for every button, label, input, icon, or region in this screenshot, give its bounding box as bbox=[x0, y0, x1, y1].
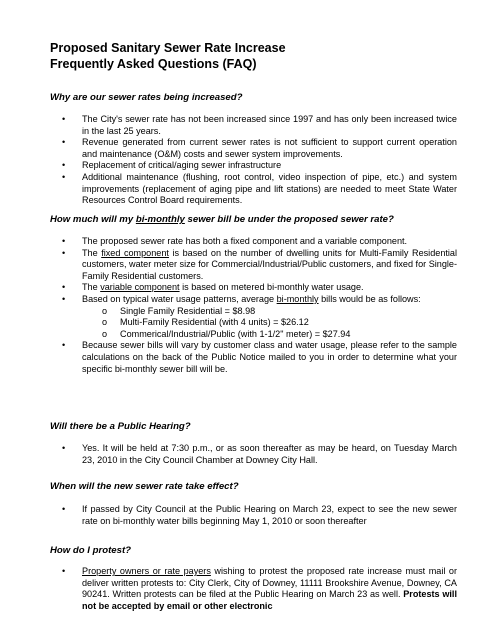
circle-bullet-icon: o bbox=[102, 328, 108, 339]
list-item: • The fixed component is based on the number of dwelling units for Multi-Family Residential customers, water meter size for Commercial/Industrial/Public customers, and fixed for Single-Family Residential customers. bbox=[62, 247, 458, 281]
title-line-1: Proposed Sanitary Sewer Rate Increase bbox=[50, 41, 286, 55]
list-item: • The City's sewer rate has not been increased since 1997 and has only been increased twice in the last 25 years. bbox=[62, 114, 457, 136]
list-item: • The proposed sewer rate has both a fixed component and a variable component. bbox=[62, 236, 408, 246]
list-item: • Yes. It will be held at 7:30 p.m., or as soon thereafter as may be heard, on Tuesday March 23, 2010 in the City Council Chamber at Downey City Hall. bbox=[62, 443, 457, 465]
bullet-icon: • bbox=[62, 236, 66, 246]
bullet-icon: • bbox=[62, 160, 66, 171]
answer-list bbox=[62, 566, 457, 612]
question-heading: Why are our sewer rates being increased? bbox=[50, 92, 243, 103]
list-item: • Because sewer bills will vary by customer class and water usage, please refer to the sample calculations on the back of the Public Notice mailed to you in order to determine what your specific bi-monthly sewer bill will be. bbox=[62, 340, 457, 374]
bullet-icon: • bbox=[62, 443, 66, 453]
list-item: • The variable component is based on metered bi-monthly water usage. bbox=[62, 282, 364, 293]
list-item: • Revenue generated from current sewer rates is not sufficient to support current operation and maintenance (O&M) costs and sewer system improvements. bbox=[62, 137, 457, 159]
bullet-icon: • bbox=[62, 114, 66, 124]
bullet-icon: • bbox=[62, 282, 66, 293]
bullet-icon: • bbox=[62, 566, 66, 576]
question-heading: How do I protest? bbox=[50, 545, 132, 556]
bullet-icon: • bbox=[62, 137, 66, 148]
list-item: o Commerical/Industrial/Public (with 1-1/2" meter) = $27.94 bbox=[102, 328, 351, 339]
bullet-icon: • bbox=[62, 293, 66, 304]
list-item: o Multi-Family Residential (with 4 units) = $26.12 bbox=[102, 317, 309, 328]
bullet-icon: • bbox=[62, 247, 66, 258]
title-line-2: Frequently Asked Questions (FAQ) bbox=[50, 57, 257, 71]
bullet-icon: • bbox=[62, 171, 66, 182]
question-heading: How much will my bi-monthly sewer bill be under the proposed sewer rate? bbox=[50, 214, 394, 225]
answer-list bbox=[62, 443, 457, 466]
question-heading: Will there be a Public Hearing? bbox=[50, 421, 191, 432]
document-title bbox=[50, 40, 286, 72]
answer-list bbox=[62, 504, 457, 527]
list-item: • If passed by City Council at the Public Hearing on March 23, expect to see the new sewer rate on bi-monthly water bills beginning May 1, 2010 or soon thereafter bbox=[62, 504, 457, 526]
list-item: • Replacement of critical/aging sewer infrastructure bbox=[62, 160, 282, 171]
circle-bullet-icon: o bbox=[102, 305, 108, 316]
bullet-icon: • bbox=[62, 504, 66, 514]
bullet-icon: • bbox=[62, 340, 66, 351]
list-item: • Property owners or rate payers wishing to protest the proposed rate increase must mail or deliver written protests to: City Clerk, City of Downey, 11111 Brookshire Avenue, Downey, CA 90241. Written protests can be filed at the Public Hearing on March 23 as well. Protests will not be accepted by email or other electronic bbox=[62, 566, 457, 611]
list-item: o Single Family Residential = $8.98 bbox=[102, 305, 256, 316]
question-heading: When will the new sewer rate take effect? bbox=[50, 481, 239, 492]
circle-bullet-icon: o bbox=[102, 317, 108, 328]
answer-list bbox=[62, 236, 457, 375]
list-item: • Based on typical water usage patterns, average bi-monthly bills would be as follows: o Single Family Residential = $8.98 o Multi-Family Residential (with 4 units) = $26.12 o Commerical/Industrial/Public (with 1-1/2" meter) = $27.94 bbox=[62, 294, 457, 340]
answer-list bbox=[62, 114, 457, 207]
sample-bill-list bbox=[82, 306, 457, 341]
list-item: • Additional maintenance (flushing, root control, video inspection of pipe, etc.) and system improvements (replacement of aging pipe and lift stations) are needed to meet State Water Resources Control Board requirements. bbox=[62, 171, 457, 206]
